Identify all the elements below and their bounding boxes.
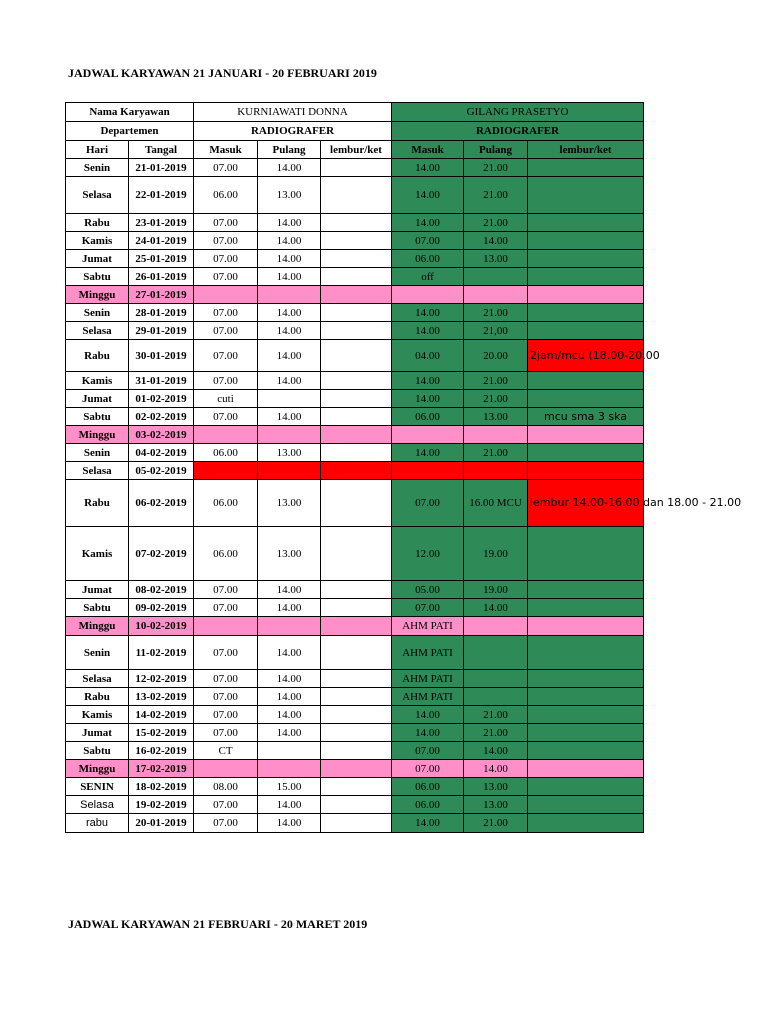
table-row — [66, 599, 644, 617]
emp1-masuk-cell: 06.00 — [194, 480, 258, 527]
emp1-lembur-cell — [321, 814, 392, 833]
emp2-masuk-cell: 07.00 — [392, 232, 464, 250]
col-tangal-header: Tangal — [129, 141, 194, 159]
schedule-title-january: JADWAL KARYAWAN 21 JANUARI - 20 FEBRUARI 2019 — [68, 66, 377, 80]
emp2-masuk-cell — [392, 286, 464, 304]
nama-karyawan-label: Nama Karyawan — [66, 103, 194, 122]
emp2-pulang-cell: 21.00 — [464, 724, 528, 742]
emp2-masuk-cell — [392, 462, 464, 480]
tanggal-cell: 05-02-2019 — [129, 462, 194, 480]
emp1-masuk-cell: 07.00 — [194, 268, 258, 286]
hari-cell: Rabu — [66, 340, 129, 372]
emp2-masuk-cell: 14.00 — [392, 814, 464, 833]
tanggal-cell: 07-02-2019 — [129, 527, 194, 581]
emp1-lembur-cell — [321, 390, 392, 408]
tanggal-cell: 11-02-2019 — [129, 636, 194, 670]
emp1-masuk-cell: 06.00 — [194, 444, 258, 462]
tanggal-cell: 01-02-2019 — [129, 390, 194, 408]
emp2-masuk-cell: 05.00 — [392, 581, 464, 599]
table-row — [66, 814, 644, 833]
table-row — [66, 742, 644, 760]
emp2-pulang-cell: 20.00 — [464, 340, 528, 372]
emp2-lembur-cell — [528, 322, 644, 340]
hari-cell: Senin — [66, 304, 129, 322]
table-row — [66, 159, 644, 177]
emp2-pulang-cell: 14.00 — [464, 742, 528, 760]
emp1-masuk-cell: 07.00 — [194, 796, 258, 814]
employee2-name: GILANG PRASETYO — [392, 103, 644, 122]
table-row — [66, 778, 644, 796]
hari-cell: Selasa — [66, 462, 129, 480]
emp1-masuk-cell: 07.00 — [194, 214, 258, 232]
employee2-department: RADIOGRAFER — [392, 122, 644, 141]
emp2-pulang-cell: 14.00 — [464, 760, 528, 778]
hari-cell: Jumat — [66, 250, 129, 268]
emp1-pulang-cell: 13.00 — [258, 480, 321, 527]
tanggal-cell: 17-02-2019 — [129, 760, 194, 778]
emp1-pulang-cell: 14.00 — [258, 706, 321, 724]
emp2-pulang-cell: 21,00 — [464, 322, 528, 340]
emp2-pulang-cell: 21.00 — [464, 706, 528, 724]
emp1-pulang-cell: 14.00 — [258, 724, 321, 742]
tanggal-cell: 14-02-2019 — [129, 706, 194, 724]
table-row — [66, 670, 644, 688]
table-row — [66, 426, 644, 444]
hari-cell: Rabu — [66, 688, 129, 706]
emp2-lembur-cell — [528, 390, 644, 408]
emp1-lembur-cell — [321, 724, 392, 742]
emp2-lembur-cell — [528, 814, 644, 833]
emp1-lembur-cell — [321, 426, 392, 444]
emp2-masuk-cell: 14.00 — [392, 322, 464, 340]
emp1-masuk-cell — [194, 760, 258, 778]
emp2-lembur-cell — [528, 462, 644, 480]
emp2-pulang-cell — [464, 670, 528, 688]
emp1-masuk-cell: 07.00 — [194, 706, 258, 724]
emp2-pulang-cell: 13.00 — [464, 250, 528, 268]
emp1-lembur-cell — [321, 760, 392, 778]
emp1-masuk-cell: 06.00 — [194, 527, 258, 581]
emp1-pulang-cell: 13.00 — [258, 527, 321, 581]
tanggal-cell: 04-02-2019 — [129, 444, 194, 462]
emp1-lembur-cell — [321, 214, 392, 232]
table-row — [66, 250, 644, 268]
emp1-masuk-cell — [194, 426, 258, 444]
emp2-lembur-cell — [528, 372, 644, 390]
emp2-pulang-cell — [464, 462, 528, 480]
tanggal-cell: 20-01-2019 — [129, 814, 194, 833]
emp2-pulang-cell — [464, 636, 528, 670]
emp1-masuk-cell: 06.00 — [194, 177, 258, 214]
emp1-pulang-cell: 14.00 — [258, 250, 321, 268]
emp1-masuk-cell: 07.00 — [194, 599, 258, 617]
emp1-lembur-cell — [321, 706, 392, 724]
emp1-masuk-cell: 07.00 — [194, 724, 258, 742]
emp2-pulang-cell: 13.00 — [464, 778, 528, 796]
emp2-lembur-cell — [528, 177, 644, 214]
emp2-lembur-cell — [528, 581, 644, 599]
emp2-masuk-cell: 06.00 — [392, 408, 464, 426]
emp2-lembur-cell — [528, 250, 644, 268]
table-row — [66, 177, 644, 214]
hari-cell: Minggu — [66, 286, 129, 304]
emp2-lembur-cell — [528, 444, 644, 462]
emp1-masuk-cell: 08.00 — [194, 778, 258, 796]
emp1-masuk-cell: 07.00 — [194, 250, 258, 268]
emp1-pulang-cell: 14.00 — [258, 268, 321, 286]
tanggal-cell: 18-02-2019 — [129, 778, 194, 796]
emp1-pulang-cell: 14.00 — [258, 340, 321, 372]
schedule-table — [65, 102, 742, 833]
emp1-masuk-cell: 07.00 — [194, 581, 258, 599]
table-row — [66, 340, 644, 372]
emp1-lembur-cell — [321, 177, 392, 214]
hari-cell: Rabu — [66, 214, 129, 232]
emp2-pulang-cell: 21.00 — [464, 304, 528, 322]
emp2-pulang-cell: 14.00 — [464, 599, 528, 617]
emp1-pulang-cell — [258, 390, 321, 408]
col-masuk-header: Masuk — [194, 141, 258, 159]
emp1-lembur-cell — [321, 372, 392, 390]
emp1-lembur-cell — [321, 286, 392, 304]
emp1-pulang-cell — [258, 462, 321, 480]
tanggal-cell: 22-01-2019 — [129, 177, 194, 214]
emp2-masuk-cell: 07.00 — [392, 742, 464, 760]
emp2-lembur-cell — [528, 617, 644, 636]
emp1-lembur-cell — [321, 742, 392, 760]
schedule-title-february: JADWAL KARYAWAN 21 FEBRUARI - 20 MARET 2019 — [68, 917, 368, 931]
emp2-lembur-cell — [528, 778, 644, 796]
emp1-pulang-cell: 14.00 — [258, 670, 321, 688]
emp1-lembur-cell — [321, 444, 392, 462]
table-row — [66, 636, 644, 670]
tanggal-cell: 08-02-2019 — [129, 581, 194, 599]
hari-cell: Senin — [66, 636, 129, 670]
table-row — [66, 527, 644, 581]
tanggal-cell: 24-01-2019 — [129, 232, 194, 250]
emp2-lembur-cell — [528, 724, 644, 742]
table-row — [66, 372, 644, 390]
emp1-pulang-cell — [258, 286, 321, 304]
tanggal-cell: 31-01-2019 — [129, 372, 194, 390]
emp1-lembur-cell — [321, 268, 392, 286]
hari-cell: Jumat — [66, 581, 129, 599]
emp2-lembur-cell: 2jam/mcu (18.00-20.00 — [528, 340, 644, 372]
emp2-pulang-cell: 21.00 — [464, 814, 528, 833]
emp1-pulang-cell: 14.00 — [258, 796, 321, 814]
emp1-lembur-cell — [321, 322, 392, 340]
tanggal-cell: 03-02-2019 — [129, 426, 194, 444]
hari-cell: Kamis — [66, 706, 129, 724]
table-row — [66, 322, 644, 340]
tanggal-cell: 19-02-2019 — [129, 796, 194, 814]
emp2-masuk-cell — [392, 426, 464, 444]
col-masuk-header: Masuk — [392, 141, 464, 159]
hari-cell: Minggu — [66, 617, 129, 636]
table-row — [66, 462, 644, 480]
tanggal-cell: 21-01-2019 — [129, 159, 194, 177]
emp1-lembur-cell — [321, 232, 392, 250]
emp2-lembur-cell — [528, 214, 644, 232]
emp1-masuk-cell: 07.00 — [194, 814, 258, 833]
emp1-lembur-cell — [321, 480, 392, 527]
departemen-label: Departemen — [66, 122, 194, 141]
table-row — [66, 617, 644, 636]
tanggal-cell: 30-01-2019 — [129, 340, 194, 372]
tanggal-cell: 16-02-2019 — [129, 742, 194, 760]
col-hari-header: Hari — [66, 141, 129, 159]
table-row — [66, 304, 644, 322]
emp2-pulang-cell: 21.00 — [464, 177, 528, 214]
emp2-pulang-cell — [464, 268, 528, 286]
hari-cell: Selasa — [66, 670, 129, 688]
hari-cell: Selasa — [66, 796, 129, 814]
emp1-masuk-cell: 07.00 — [194, 232, 258, 250]
hari-cell: Selasa — [66, 322, 129, 340]
emp1-masuk-cell: 07.00 — [194, 408, 258, 426]
emp1-masuk-cell: 07.00 — [194, 688, 258, 706]
hari-cell: Jumat — [66, 390, 129, 408]
emp2-masuk-cell: 06.00 — [392, 796, 464, 814]
emp2-masuk-cell: 14.00 — [392, 390, 464, 408]
emp2-pulang-cell: 16.00 MCU — [464, 480, 528, 527]
emp2-masuk-cell: 07.00 — [392, 599, 464, 617]
emp1-pulang-cell: 14.00 — [258, 322, 321, 340]
emp1-lembur-cell — [321, 581, 392, 599]
table-row — [66, 214, 644, 232]
emp1-lembur-cell — [321, 250, 392, 268]
emp2-pulang-cell: 21.00 — [464, 390, 528, 408]
emp2-pulang-cell: 21.00 — [464, 372, 528, 390]
emp2-pulang-cell — [464, 426, 528, 444]
emp1-pulang-cell — [258, 426, 321, 444]
table-row — [66, 232, 644, 250]
emp1-masuk-cell: CT — [194, 742, 258, 760]
emp2-lembur-cell — [528, 796, 644, 814]
emp1-lembur-cell — [321, 636, 392, 670]
emp2-lembur-cell — [528, 159, 644, 177]
tanggal-cell: 13-02-2019 — [129, 688, 194, 706]
tanggal-cell: 27-01-2019 — [129, 286, 194, 304]
hari-cell: Sabtu — [66, 408, 129, 426]
hari-cell: Sabtu — [66, 599, 129, 617]
table-row — [66, 724, 644, 742]
emp2-masuk-cell: 07.00 — [392, 760, 464, 778]
table-row — [66, 390, 644, 408]
emp1-lembur-cell — [321, 527, 392, 581]
emp2-lembur-cell — [528, 636, 644, 670]
emp1-pulang-cell: 14.00 — [258, 304, 321, 322]
tanggal-cell: 09-02-2019 — [129, 599, 194, 617]
table-row — [66, 760, 644, 778]
col-pulang-header: Pulang — [464, 141, 528, 159]
tanggal-cell: 28-01-2019 — [129, 304, 194, 322]
emp2-lembur-cell — [528, 599, 644, 617]
emp2-pulang-cell: 14.00 — [464, 232, 528, 250]
emp2-pulang-cell: 21.00 — [464, 159, 528, 177]
hari-cell: Selasa — [66, 177, 129, 214]
tanggal-cell: 23-01-2019 — [129, 214, 194, 232]
tanggal-cell: 06-02-2019 — [129, 480, 194, 527]
emp2-masuk-cell: 14.00 — [392, 159, 464, 177]
emp2-pulang-cell — [464, 617, 528, 636]
tanggal-cell: 15-02-2019 — [129, 724, 194, 742]
emp2-pulang-cell: 21.00 — [464, 214, 528, 232]
emp2-pulang-cell — [464, 286, 528, 304]
emp2-lembur-cell — [528, 670, 644, 688]
employee1-name: KURNIAWATI DONNA — [194, 103, 392, 122]
hari-cell: Senin — [66, 159, 129, 177]
emp1-lembur-cell — [321, 340, 392, 372]
emp1-masuk-cell: 07.00 — [194, 322, 258, 340]
emp2-pulang-cell: 19.00 — [464, 581, 528, 599]
hari-cell: rabu — [66, 814, 129, 833]
emp1-lembur-cell — [321, 599, 392, 617]
emp1-lembur-cell — [321, 778, 392, 796]
emp2-lembur-cell — [528, 232, 644, 250]
emp1-lembur-cell — [321, 670, 392, 688]
hari-cell: Minggu — [66, 426, 129, 444]
emp2-pulang-cell: 13.00 — [464, 408, 528, 426]
emp2-lembur-cell — [528, 286, 644, 304]
hari-cell: Sabtu — [66, 268, 129, 286]
emp1-masuk-cell — [194, 462, 258, 480]
table-row — [66, 286, 644, 304]
emp2-masuk-cell: AHM PATI — [392, 636, 464, 670]
emp1-lembur-cell — [321, 796, 392, 814]
hari-cell: Minggu — [66, 760, 129, 778]
emp2-masuk-cell: 04.00 — [392, 340, 464, 372]
emp2-masuk-cell: 14.00 — [392, 304, 464, 322]
emp2-pulang-cell: 19.00 — [464, 527, 528, 581]
emp2-lembur-cell — [528, 304, 644, 322]
emp1-lembur-cell — [321, 408, 392, 426]
emp1-masuk-cell: 07.00 — [194, 636, 258, 670]
emp1-pulang-cell: 15.00 — [258, 778, 321, 796]
emp1-pulang-cell: 14.00 — [258, 232, 321, 250]
emp2-lembur-cell — [528, 760, 644, 778]
emp2-lembur-cell — [528, 426, 644, 444]
emp1-pulang-cell: 14.00 — [258, 372, 321, 390]
emp1-masuk-cell: 07.00 — [194, 372, 258, 390]
emp2-masuk-cell: AHM PATI — [392, 670, 464, 688]
emp2-pulang-cell: 13.00 — [464, 796, 528, 814]
emp1-masuk-cell: cuti — [194, 390, 258, 408]
emp1-lembur-cell — [321, 304, 392, 322]
emp2-pulang-cell — [464, 688, 528, 706]
hari-cell: Sabtu — [66, 742, 129, 760]
hari-cell: Senin — [66, 444, 129, 462]
table-row — [66, 688, 644, 706]
tanggal-cell: 29-01-2019 — [129, 322, 194, 340]
emp2-lembur-cell — [528, 706, 644, 724]
emp1-pulang-cell: 13.00 — [258, 177, 321, 214]
emp1-pulang-cell: 14.00 — [258, 159, 321, 177]
tanggal-cell: 25-01-2019 — [129, 250, 194, 268]
hari-cell: Kamis — [66, 232, 129, 250]
emp2-masuk-cell: 06.00 — [392, 778, 464, 796]
emp2-pulang-cell: 21.00 — [464, 444, 528, 462]
emp1-pulang-cell: 14.00 — [258, 599, 321, 617]
tanggal-cell: 26-01-2019 — [129, 268, 194, 286]
emp2-masuk-cell: 07.00 — [392, 480, 464, 527]
emp2-masuk-cell: AHM PATI — [392, 617, 464, 636]
emp1-pulang-cell: 14.00 — [258, 636, 321, 670]
emp2-masuk-cell: 14.00 — [392, 444, 464, 462]
emp1-pulang-cell — [258, 760, 321, 778]
col-pulang-header: Pulang — [258, 141, 321, 159]
emp1-masuk-cell — [194, 286, 258, 304]
emp1-masuk-cell — [194, 617, 258, 636]
emp1-pulang-cell: 14.00 — [258, 814, 321, 833]
emp2-masuk-cell: 14.00 — [392, 177, 464, 214]
emp1-pulang-cell — [258, 742, 321, 760]
emp2-lembur-cell: mcu sma 3 ska — [528, 408, 644, 426]
emp1-pulang-cell: 14.00 — [258, 688, 321, 706]
emp2-lembur-cell: lembur 14.00-16.00 dan 18.00 - 21.00 — [528, 480, 644, 527]
emp1-pulang-cell: 14.00 — [258, 581, 321, 599]
table-row — [66, 796, 644, 814]
emp2-masuk-cell: 14.00 — [392, 372, 464, 390]
emp2-masuk-cell: 12.00 — [392, 527, 464, 581]
emp1-lembur-cell — [321, 159, 392, 177]
emp1-lembur-cell — [321, 617, 392, 636]
emp2-masuk-cell: 14.00 — [392, 214, 464, 232]
emp2-masuk-cell: 14.00 — [392, 724, 464, 742]
emp1-masuk-cell: 07.00 — [194, 304, 258, 322]
table-row — [66, 581, 644, 599]
emp2-lembur-cell — [528, 742, 644, 760]
hari-cell: Jumat — [66, 724, 129, 742]
emp1-masuk-cell: 07.00 — [194, 159, 258, 177]
tanggal-cell: 02-02-2019 — [129, 408, 194, 426]
emp1-pulang-cell: 13.00 — [258, 444, 321, 462]
emp1-lembur-cell — [321, 462, 392, 480]
hari-cell: Kamis — [66, 527, 129, 581]
tanggal-cell: 10-02-2019 — [129, 617, 194, 636]
col-lembur-header: lembur/ket — [528, 141, 644, 159]
emp1-masuk-cell: 07.00 — [194, 340, 258, 372]
emp2-masuk-cell: off — [392, 268, 464, 286]
emp2-masuk-cell: 06.00 — [392, 250, 464, 268]
employee1-department: RADIOGRAFER — [194, 122, 392, 141]
table-row — [66, 480, 644, 527]
emp1-pulang-cell: 14.00 — [258, 408, 321, 426]
emp2-lembur-cell — [528, 688, 644, 706]
hari-cell: SENIN — [66, 778, 129, 796]
emp2-masuk-cell: AHM PATI — [392, 688, 464, 706]
tanggal-cell: 12-02-2019 — [129, 670, 194, 688]
emp1-pulang-cell — [258, 617, 321, 636]
hari-cell: Rabu — [66, 480, 129, 527]
emp1-pulang-cell: 14.00 — [258, 214, 321, 232]
emp2-masuk-cell: 14.00 — [392, 706, 464, 724]
table-row — [66, 444, 644, 462]
hari-cell: Kamis — [66, 372, 129, 390]
emp1-masuk-cell: 07.00 — [194, 670, 258, 688]
table-row — [66, 706, 644, 724]
col-lembur-header: lembur/ket — [321, 141, 392, 159]
table-row — [66, 268, 644, 286]
table-row — [66, 408, 644, 426]
emp2-lembur-cell — [528, 527, 644, 581]
emp1-lembur-cell — [321, 688, 392, 706]
emp2-lembur-cell — [528, 268, 644, 286]
